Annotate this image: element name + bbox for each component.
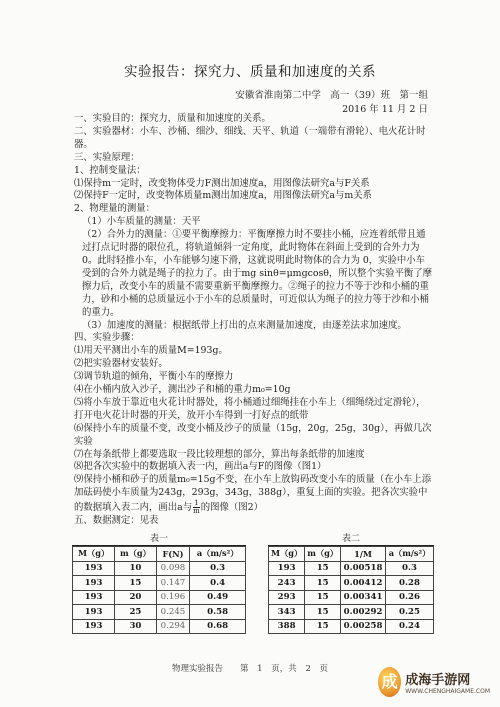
table-cell: 193: [269, 561, 305, 576]
table-cell: 0.24: [386, 619, 434, 634]
table-one-grid: [72, 546, 246, 634]
logo-badge-icon: 成: [378, 667, 401, 697]
table-two: [268, 533, 434, 634]
table-cell: 0.00292: [341, 605, 386, 620]
column-header: a（m/s²）: [386, 547, 434, 562]
table-cell: 343: [269, 605, 305, 620]
column-header: M（g）: [73, 547, 115, 562]
step-1: ⑴用天平测出小车的质量M=193g。: [74, 345, 228, 357]
step-8: ⑻把各次实验中的数据填入表一内，画出a与F的图像（图1）: [74, 461, 327, 473]
fraction-one-over-m: [193, 500, 200, 515]
table-cell: 293: [269, 590, 305, 605]
table-cell: 0.00341: [341, 590, 386, 605]
table-cell: 193: [73, 576, 115, 591]
table-cell: 0.58: [190, 605, 246, 620]
measurement-heading: 2、物理量的测量：: [74, 203, 155, 215]
site-watermark-logo: [378, 665, 490, 699]
step-4: ⑷在小桶内放入沙子，测出沙子和桶的重力m₀=10g: [74, 384, 291, 396]
table-row: [269, 605, 434, 620]
column-header: F(N): [156, 547, 190, 562]
table-cell: 0.098: [156, 561, 190, 576]
section-data: 五、数据测定：见表: [74, 515, 159, 527]
table-cell: 388: [269, 619, 305, 634]
mass-measurement: （1）小车质量的测量：天平: [82, 216, 201, 228]
table-row: [73, 561, 246, 576]
table-one: [72, 533, 246, 634]
step-7: ⑺在每条纸带上都要选取一段比较理想的部分，算出每条纸带的加速度: [74, 448, 365, 460]
table-cell: 15: [305, 605, 341, 620]
section-principle: 三、实验原理：: [74, 151, 140, 163]
table-cell: 0.3: [190, 561, 246, 576]
table-cell: 15: [305, 576, 341, 591]
step-9-text: ⑼保持小桶和砂子的质量m₀=15g不变，在小车上放钩码改变小车的质量（在小车上添加砝码使小车质量为243g，293g，343g，388g），重复上面的实验。把各次实验中的数据填入表二内，画出a与: [74, 474, 432, 514]
table-cell: 0.49: [190, 590, 246, 605]
table-row: [269, 561, 434, 576]
control-variable-1: ⑴保持m一定时，改变物体受力F测出加速度a，用图像法研究a与F关系: [74, 177, 370, 189]
table-two-caption: 表二: [268, 533, 434, 546]
logo-text: [405, 669, 490, 695]
fraction-numerator: 1: [194, 499, 199, 508]
table-row: [73, 590, 246, 605]
control-variable-heading: 1、控制变量法：: [74, 164, 146, 176]
acceleration-measurement: （3）加速度的测量：根据纸带上打出的点来测量加速度，由逐差法求加速度。: [82, 319, 407, 331]
table-cell: 15: [305, 590, 341, 605]
table-cell: 0.00258: [341, 619, 386, 634]
table-cell: 0.00518: [341, 561, 386, 576]
column-header: 1/M: [341, 547, 386, 562]
table-cell: 193: [73, 561, 115, 576]
step-3: ⑶调节轨道的倾角，平衡小车的摩擦力: [74, 371, 234, 383]
table-cell: 25: [115, 605, 157, 620]
table-row: [73, 605, 246, 620]
logo-name: 成海手游网: [405, 673, 471, 688]
step-5: ⑸将小车放于靠近电火花计时器处，将小桶通过细绳挂在小车上（细绳绕过定滑轮），打开电火花计时器的开关，放开小车得到一打好点的纸带: [74, 396, 426, 421]
column-header: M（g）: [269, 547, 305, 562]
section-steps: 四、实验步骤：: [74, 332, 140, 344]
table-row: [269, 619, 434, 634]
report-date: 2016 年 11 月 2 日: [342, 104, 428, 115]
section-purpose: 一、实验目的：探究力，质量和加速度的关系。: [74, 113, 271, 124]
logo-url: WWW.CHENGHAIGAME.COM: [405, 688, 490, 695]
column-header: m（g）: [115, 547, 157, 562]
table-cell: 15: [305, 561, 341, 576]
page-footer: 物理实验报告 第 1 页，共 2 页: [171, 664, 329, 674]
table-cell: 243: [269, 576, 305, 591]
step-6: ⑹保持小车的质量不变，改变小桶及沙子的质量（15g，20g，25g，30g），再做几次实验: [74, 422, 432, 447]
table-cell: 0.3: [386, 561, 434, 576]
report-body: [74, 113, 434, 528]
table-one-caption: 表一: [72, 533, 246, 546]
table-cell: 0.68: [190, 619, 246, 634]
column-header: a（m/s²）: [190, 547, 246, 562]
table-cell: 30: [115, 619, 157, 634]
table-cell: 0.147: [156, 576, 190, 591]
column-header: m（g）: [305, 547, 341, 562]
table-cell: 15: [305, 619, 341, 634]
step-9: [74, 474, 434, 515]
table-cell: 0.245: [156, 605, 190, 620]
force-measurement: （2）合外力的测量：①要平衡摩擦力：平衡摩擦力时不要挂小桶，应连着纸带且通过打点记时器的限位孔，将轨道倾斜一定角度，此时物体在斜面上受到的合外力为 0。此时轻推小车，小车能够匀速下滑，这就说明此时物体的合力为 0，实验中小车受到的合外力就是绳子的拉力了。由于mg sinθ=μmgcosθ，所以整个实验平衡了摩擦力后，改变小车的质量不需要重新平衡摩擦力。②绳子的拉力不等于沙和小桶的重力，砂和小桶的总质量远小于小车的总质量时，可近似认为绳子的拉力等于沙和小桶的重力。: [82, 229, 433, 318]
table-cell: 0.4: [190, 576, 246, 591]
table-row: [73, 576, 246, 591]
table-cell: 0.26: [386, 590, 434, 605]
table-row: [269, 590, 434, 605]
table-two-grid: [268, 546, 434, 634]
table-cell: 0.196: [156, 590, 190, 605]
table-cell: 193: [73, 590, 115, 605]
step-9-tail: 的图像（图2）: [200, 502, 263, 514]
fraction-denominator: m: [193, 507, 200, 516]
table-cell: 193: [73, 619, 115, 634]
report-title: 实验报告：探究力、质量和加速度的关系: [124, 64, 376, 80]
table-cell: 0.294: [156, 619, 190, 634]
table-row: [269, 576, 434, 591]
control-variable-2: ⑵保持F一定时，改变物体质量m测出加速度a，用图像法研究a与m关系: [74, 190, 372, 202]
school-class-group: 安徽省淮南第二中学 高一（39）班 第一组: [235, 90, 428, 101]
table-cell: 193: [73, 605, 115, 620]
table-cell: 20: [115, 590, 157, 605]
table-cell: 0.25: [386, 605, 434, 620]
data-tables: [72, 533, 434, 633]
step-2: ⑵把实验器材安装好。: [74, 358, 168, 370]
table-cell: 10: [115, 561, 157, 576]
section-equipment: 二、实验器材：小车、沙桶、细沙、细线、天平、轨道（一端带有滑轮）、电火花计时器。: [74, 125, 426, 150]
table-cell: 0.00412: [341, 576, 386, 591]
table-cell: 0.28: [386, 576, 434, 591]
table-row: [73, 619, 246, 634]
table-cell: 15: [115, 576, 157, 591]
